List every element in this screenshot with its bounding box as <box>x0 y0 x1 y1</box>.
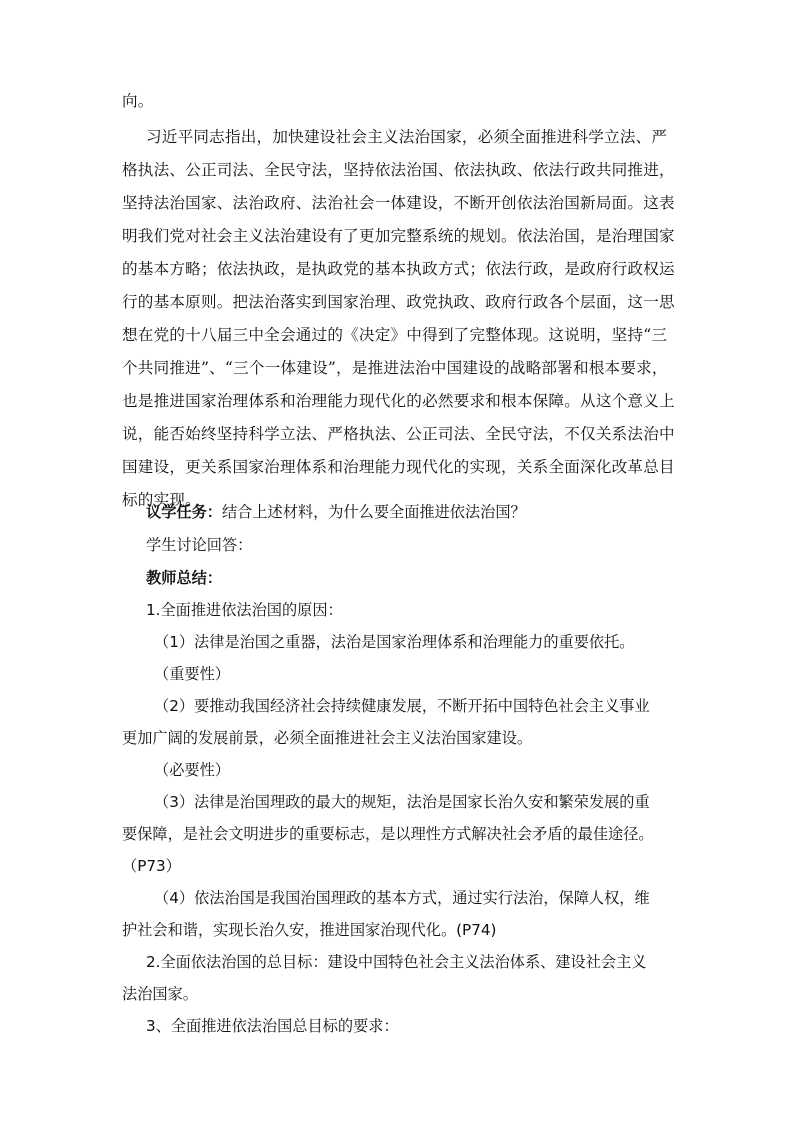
summary-point-4-line-1: （4）依法治国是我国治国理政的基本方式，通过实行法治，保障人权，维 <box>154 889 650 907</box>
summary-item-2-line-2: 法治国家。 <box>122 985 198 1003</box>
material-line-9: 个共同推进”、“三个一体建设”，是推进法治中国建设的战略部署和根本要求， <box>122 359 668 377</box>
summary-point-2-line-2: 更加广阔的发展前景，必须全面推进社会主义法治国家建设。 <box>122 729 533 747</box>
material-line-4: 坚持法治国家、法治政府、法治社会一体建设，不断开创依法治国新局面。这表 <box>122 194 675 212</box>
material-line-13: 标的实现。 <box>122 491 201 509</box>
summary-point-1-tag: （重要性） <box>154 665 230 683</box>
material-line-6: 的基本方略；依法执政，是执政党的基本执政方式；依法行政，是政府行政权运 <box>122 260 675 278</box>
summary-point-3-line-3: （P73） <box>122 857 181 875</box>
material-line-10: 也是推进国家治理体系和治理能力现代化的必然要求和根本保障。从这个意义上 <box>122 392 675 410</box>
summary-point-2-tag: （必要性） <box>154 761 230 779</box>
material-line-7: 行的基本原则。把法治落实到国家治理、政党执政、政府行政各个层面，这一思 <box>122 293 675 311</box>
summary-item-2-line-1: 2.全面依法治国的总目标：建设中国特色社会主义法治体系、建设社会主义 <box>146 953 647 971</box>
material-line-3: 格执法、公正司法、全民守法，坚持依法治国、依法执政、依法行政共同推进， <box>122 161 675 179</box>
task-text: 结合上述材料，为什么要全面推进依法治国？ <box>221 503 526 521</box>
material-line-8: 想在党的十八届三中全会通过的《决定》中得到了完整体现。这说明，坚持“三 <box>122 326 668 344</box>
material-line-1: 向。 <box>122 92 154 110</box>
material-line-2: 习近平同志指出，加快建设社会主义法治国家，必须全面推进科学立法、严 <box>146 128 668 146</box>
material-line-5: 明我们党对社会主义法治建设有了更加完整系统的规划。依法治国，是治理国家 <box>122 227 675 245</box>
student-discussion: 学生讨论回答： <box>146 536 253 554</box>
summary-item-1-title: 1.全面推进依法治国的原因： <box>146 601 343 619</box>
material-line-11: 说，能否始终坚持科学立法、严格执法、公正司法、全民守法，不仅关系法治中 <box>122 425 675 443</box>
summary-point-4-line-2: 护社会和谐，实现长治久安，推进国家治现代化。(P74) <box>122 921 497 939</box>
material-line-12: 国建设，更关系国家治理体系和治理能力现代化的实现，关系全面深化改革总目 <box>122 458 675 476</box>
task-label: 议学任务： <box>146 503 222 521</box>
summary-item-3: 3、全面推进依法治国总目标的要求： <box>146 1017 399 1035</box>
teacher-summary-label: 教师总结： <box>146 569 222 587</box>
summary-point-3-line-1: （3）法律是治国理政的最大的规矩，法治是国家长治久安和繁荣发展的重 <box>154 793 650 811</box>
summary-point-3-line-2: 要保障，是社会文明进步的重要标志，是以理性方式解决社会矛盾的最佳途径。 <box>122 825 654 843</box>
task-line <box>146 502 526 522</box>
summary-point-1: （1）法律是治国之重器，法治是国家治理体系和治理能力的重要依托。 <box>154 633 635 651</box>
summary-point-2-line-1: （2）要推动我国经济社会持续健康发展，不断开拓中国特色社会主义事业 <box>154 697 650 715</box>
